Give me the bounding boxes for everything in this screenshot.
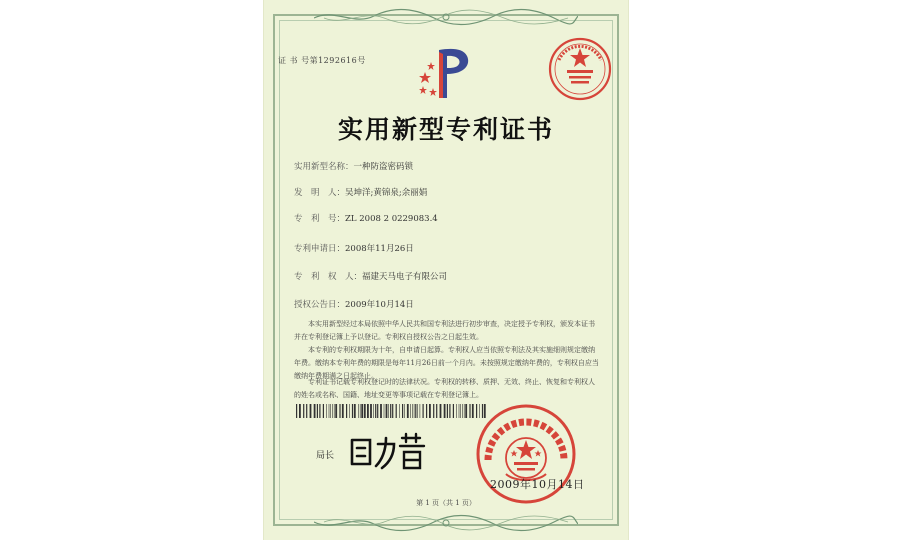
patentee xyxy=(294,270,447,282)
paragraph-term: 本专利的专利权期限为十年，自申请日起算。专利权人应当依照专利法及其实施细则规定缴纳年费。缴纳本专利年费的期限是每年11月26日前一个月内。未按照规定缴纳年费的，专利权自应当缴纳年费期满之日起终止。 xyxy=(294,346,599,380)
field-value: ZL 2008 2 0229083.4 xyxy=(345,214,438,224)
field-value: 2008年11月26日 xyxy=(345,244,414,254)
patent-certificate xyxy=(264,0,628,540)
field-label: 专利申请日： xyxy=(294,244,346,254)
paragraph-legal-status: 专利证书记载专利权登记时的法律状况。专利权的转移、质押、无效、终止、恢复和专利权人的姓名或名称、国籍、地址变更等事项记载在专利登记簿上。 xyxy=(294,378,595,399)
certificate-number: 证 书 号第1292616号 xyxy=(278,56,366,65)
director-label: 局长 xyxy=(316,451,335,461)
seal-date: 2009年10月14日 xyxy=(490,478,585,491)
field-value: 吴坤洋;黄锦泉;余丽娟 xyxy=(345,188,428,198)
bottom-vine-ornament xyxy=(314,512,578,534)
grant-announcement-date xyxy=(294,298,414,310)
field-value: 一种防盗密码锁 xyxy=(353,162,414,172)
barcode xyxy=(296,404,486,418)
utility-model-name xyxy=(294,160,413,172)
field-label: 发 明 人： xyxy=(294,188,346,198)
top-vine-ornament xyxy=(314,6,578,28)
field-label: 授权公告日： xyxy=(294,300,346,310)
field-label: 专 利 权 人： xyxy=(294,272,363,282)
field-label: 实用新型名称： xyxy=(294,162,354,172)
certificate-title: 实用新型专利证书 xyxy=(337,115,554,144)
patent-number xyxy=(294,212,438,224)
director-signature xyxy=(348,430,428,474)
sipo-logo-icon xyxy=(417,44,477,102)
field-value: 福建天马电子有限公司 xyxy=(362,272,448,282)
application-date xyxy=(294,242,414,254)
field-label: 专 利 号： xyxy=(294,214,346,224)
inventors xyxy=(294,186,427,198)
field-value: 2009年10月14日 xyxy=(345,300,414,310)
registration-seal-icon xyxy=(547,36,613,102)
paragraph-grant: 本实用新型经过本局依照中华人民共和国专利法进行初步审查，决定授予专利权，颁发本证书并在专利登记簿上予以登记。专利权自授权公告之日起生效。 xyxy=(294,320,595,341)
page-number: 第 1 页（共 1 页） xyxy=(416,499,476,507)
